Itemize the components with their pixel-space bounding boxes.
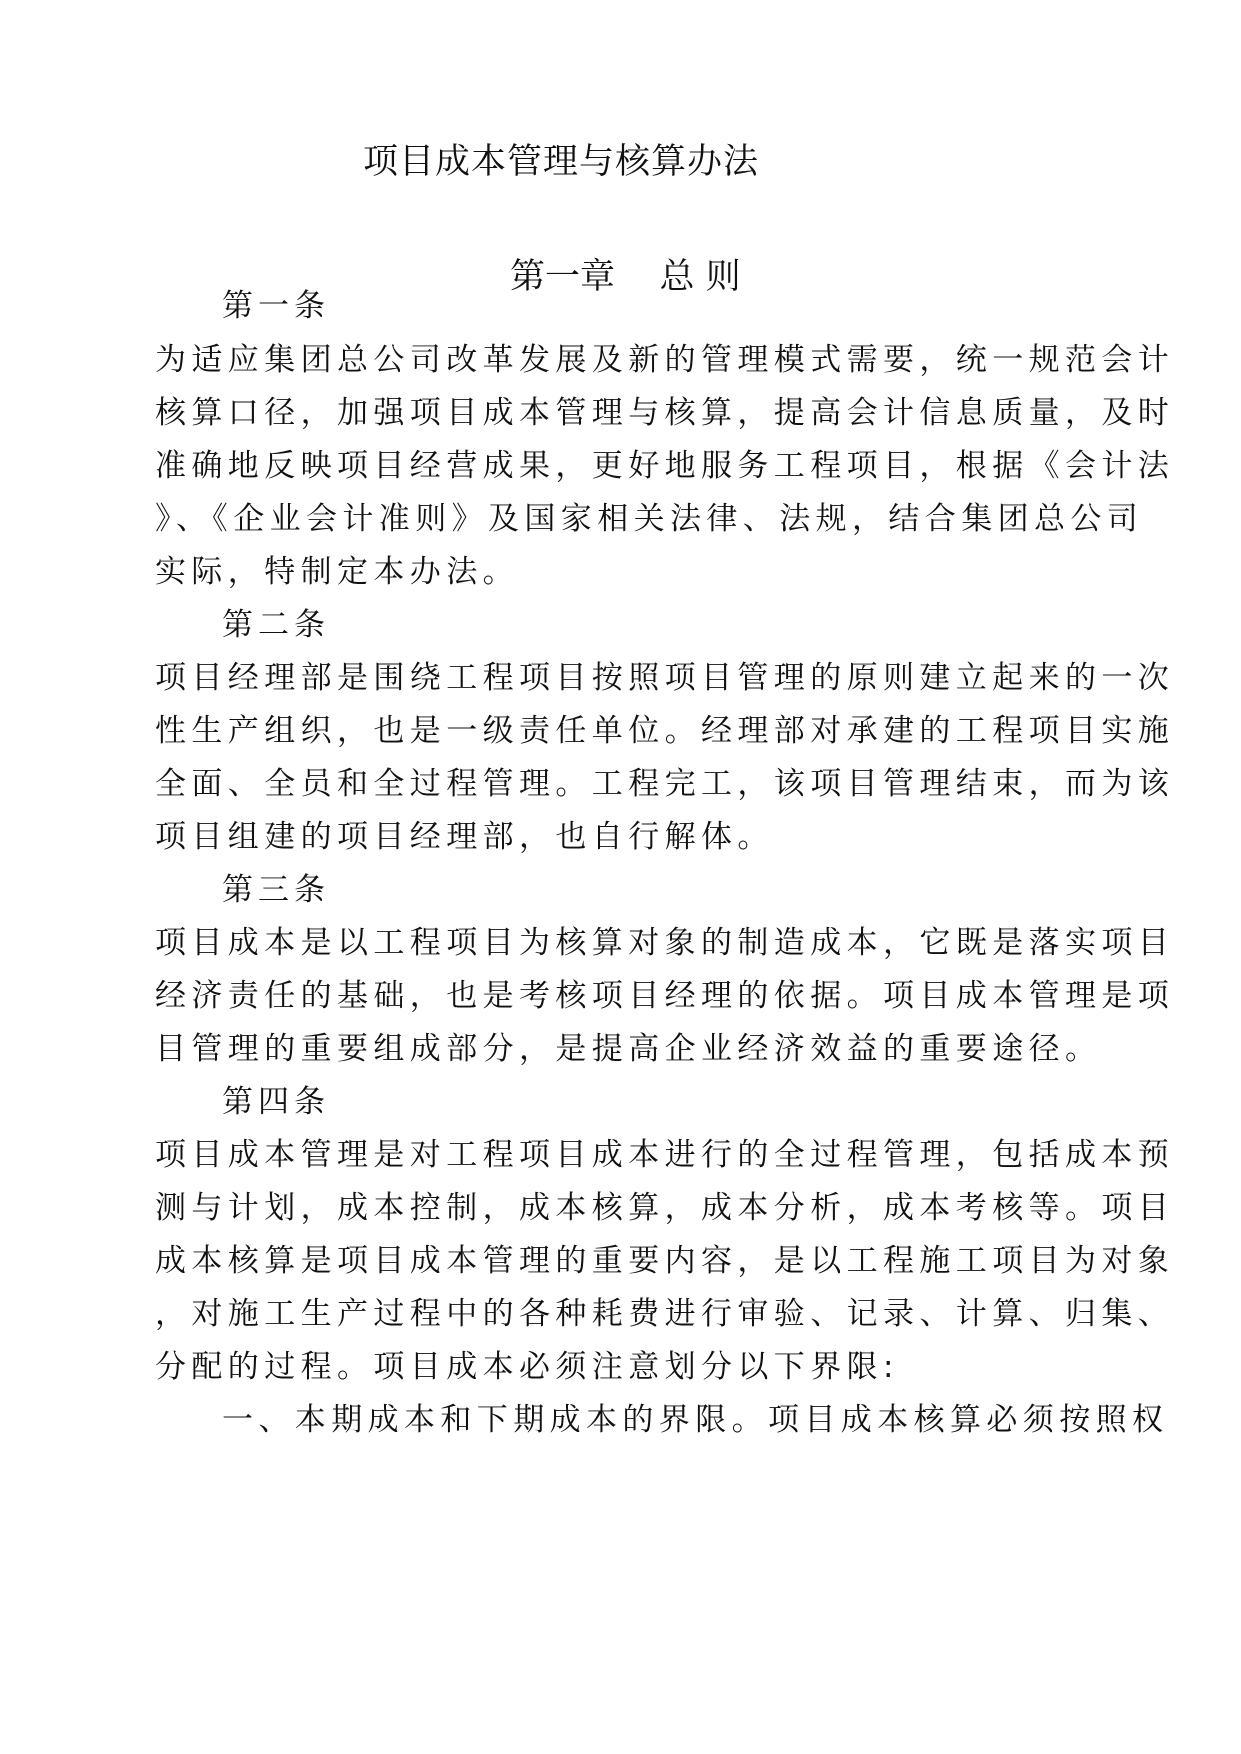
paragraph-line: 实际，特制定本办法。 [155, 554, 519, 590]
document-title: 项目成本管理与核算办法 [363, 142, 760, 182]
article-heading: 第一条 [222, 288, 330, 324]
article-heading: 第三条 [222, 872, 330, 908]
paragraph-line: 核算口径，加强项目成本管理与核算，提高会计信息质量，及时 [155, 395, 1175, 431]
article-heading: 第二条 [222, 607, 330, 643]
paragraph-line: 项目成本是以工程项目为核算对象的制造成本，它既是落实项目 [155, 925, 1175, 961]
paragraph-line: 项目组建的项目经理部，也自行解体。 [155, 819, 774, 855]
paragraph-line: 》、《企业会计准则》及国家相关法律、法规，结合集团总公司 [155, 501, 1144, 537]
paragraph-line: 项目经理部是围绕工程项目按照项目管理的原则建立起来的一次 [155, 660, 1175, 696]
paragraph-line: 为适应集团总公司改革发展及新的管理模式需要，统一规范会计 [155, 342, 1175, 378]
paragraph-line: 性生产组织，也是一级责任单位。经理部对承建的工程项目实施 [155, 713, 1175, 749]
paragraph-line: 测与计划，成本控制，成本核算，成本分析，成本考核等。项目 [155, 1190, 1175, 1226]
paragraph-line: 项目成本管理是对工程项目成本进行的全过程管理，包括成本预 [155, 1137, 1175, 1173]
article-heading: 第四条 [222, 1084, 330, 1120]
paragraph-line: ，对施工生产过程中的各种耗费进行审验、记录、计算、归集、 [155, 1296, 1175, 1332]
paragraph-line: 全面、全员和全过程管理。工程完工，该项目管理结束，而为该 [155, 766, 1175, 802]
paragraph-line: 经济责任的基础，也是考核项目经理的依据。项目成本管理是项 [155, 978, 1175, 1014]
paragraph-line: 分配的过程。项目成本必须注意划分以下界限: [155, 1349, 899, 1385]
clause-line: 一、本期成本和下期成本的界限。项目成本核算必须按照权 [222, 1402, 1169, 1438]
chapter-title: 第一章 总 则 [510, 257, 741, 297]
paragraph-line: 目管理的重要组成部分，是提高企业经济效益的重要途径。 [155, 1031, 1102, 1067]
paragraph-line: 成本核算是项目成本管理的重要内容，是以工程施工项目为对象 [155, 1243, 1175, 1279]
paragraph-line: 准确地反映项目经营成果，更好地服务工程项目，根据《会计法 [155, 448, 1175, 484]
